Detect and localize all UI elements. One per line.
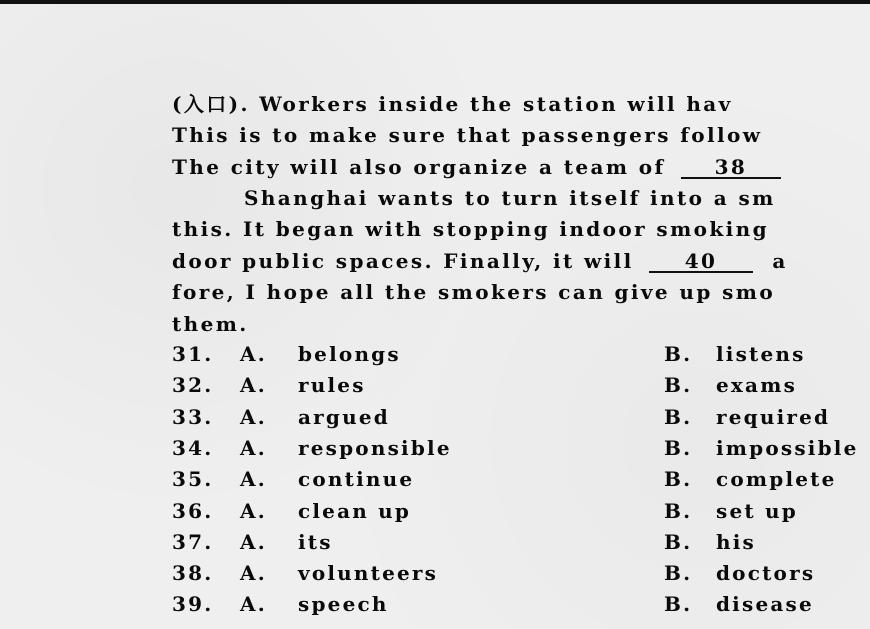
question-number: 36. — [172, 499, 214, 523]
passage-line-7: fore, I hope all the smokers can give up smo — [172, 280, 776, 304]
option-a-letter: A. — [240, 530, 267, 554]
question-number: 31. — [172, 342, 214, 366]
option-b-letter: B. — [664, 561, 693, 585]
option-a-text: its — [298, 530, 333, 554]
passage-line-6-text: door public spaces. Finally, it will — [172, 249, 634, 273]
option-a-letter: A. — [240, 342, 267, 366]
option-a-text: volunteers — [298, 561, 439, 585]
blank-40: 40 — [649, 251, 753, 273]
option-a-letter: A. — [240, 592, 267, 616]
option-b-text: his — [716, 530, 756, 554]
option-b-text: doctors — [716, 561, 816, 585]
option-a-letter: A. — [240, 405, 267, 429]
option-a-text: argued — [298, 405, 390, 429]
question-number: 38. — [172, 561, 214, 585]
option-b-text: complete — [716, 467, 837, 491]
passage-line-5: this. It began with stopping indoor smoking — [172, 217, 769, 241]
question-number: 35. — [172, 467, 214, 491]
passage-line-6-after: a — [772, 249, 788, 273]
option-a-text: responsible — [298, 436, 452, 460]
option-a-text: clean up — [298, 499, 412, 523]
option-a-text: belongs — [298, 342, 401, 366]
option-a-text: rules — [298, 373, 366, 397]
option-b-text: impossible — [716, 436, 859, 460]
option-b-letter: B. — [664, 592, 693, 616]
question-number: 39. — [172, 592, 214, 616]
passage-line-3-text: The city will also organize a team of — [172, 155, 666, 179]
option-a-letter: A. — [240, 561, 267, 585]
option-a-text: speech — [298, 592, 389, 616]
option-b-letter: B. — [664, 530, 693, 554]
option-b-letter: B. — [664, 405, 693, 429]
passage-line-2: This is to make sure that passengers follow — [172, 123, 763, 147]
option-b-letter: B. — [664, 436, 693, 460]
option-a-letter: A. — [240, 467, 267, 491]
option-a-letter: A. — [240, 436, 267, 460]
option-a-letter: A. — [240, 499, 267, 523]
option-b-text: listens — [716, 342, 806, 366]
option-b-letter: B. — [664, 467, 693, 491]
option-b-text: set up — [716, 499, 798, 523]
option-b-letter: B. — [664, 342, 693, 366]
passage-line-6 — [172, 249, 788, 273]
blank-38: 38 — [681, 157, 781, 179]
passage-line-8: them. — [172, 312, 249, 336]
question-number: 32. — [172, 373, 214, 397]
question-number: 34. — [172, 436, 214, 460]
question-number: 33. — [172, 405, 214, 429]
option-b-text: required — [716, 405, 831, 429]
option-a-text: continue — [298, 467, 415, 491]
passage-line-1: (入口). Workers inside the station will hav — [172, 92, 733, 116]
passage-line-3 — [172, 155, 781, 179]
option-b-letter: B. — [664, 499, 693, 523]
option-b-letter: B. — [664, 373, 693, 397]
question-number: 37. — [172, 530, 214, 554]
option-a-letter: A. — [240, 373, 267, 397]
passage-line-4: Shanghai wants to turn itself into a sm — [244, 186, 776, 210]
option-b-text: disease — [716, 592, 814, 616]
page-top-edge — [0, 0, 870, 4]
option-b-text: exams — [716, 373, 798, 397]
